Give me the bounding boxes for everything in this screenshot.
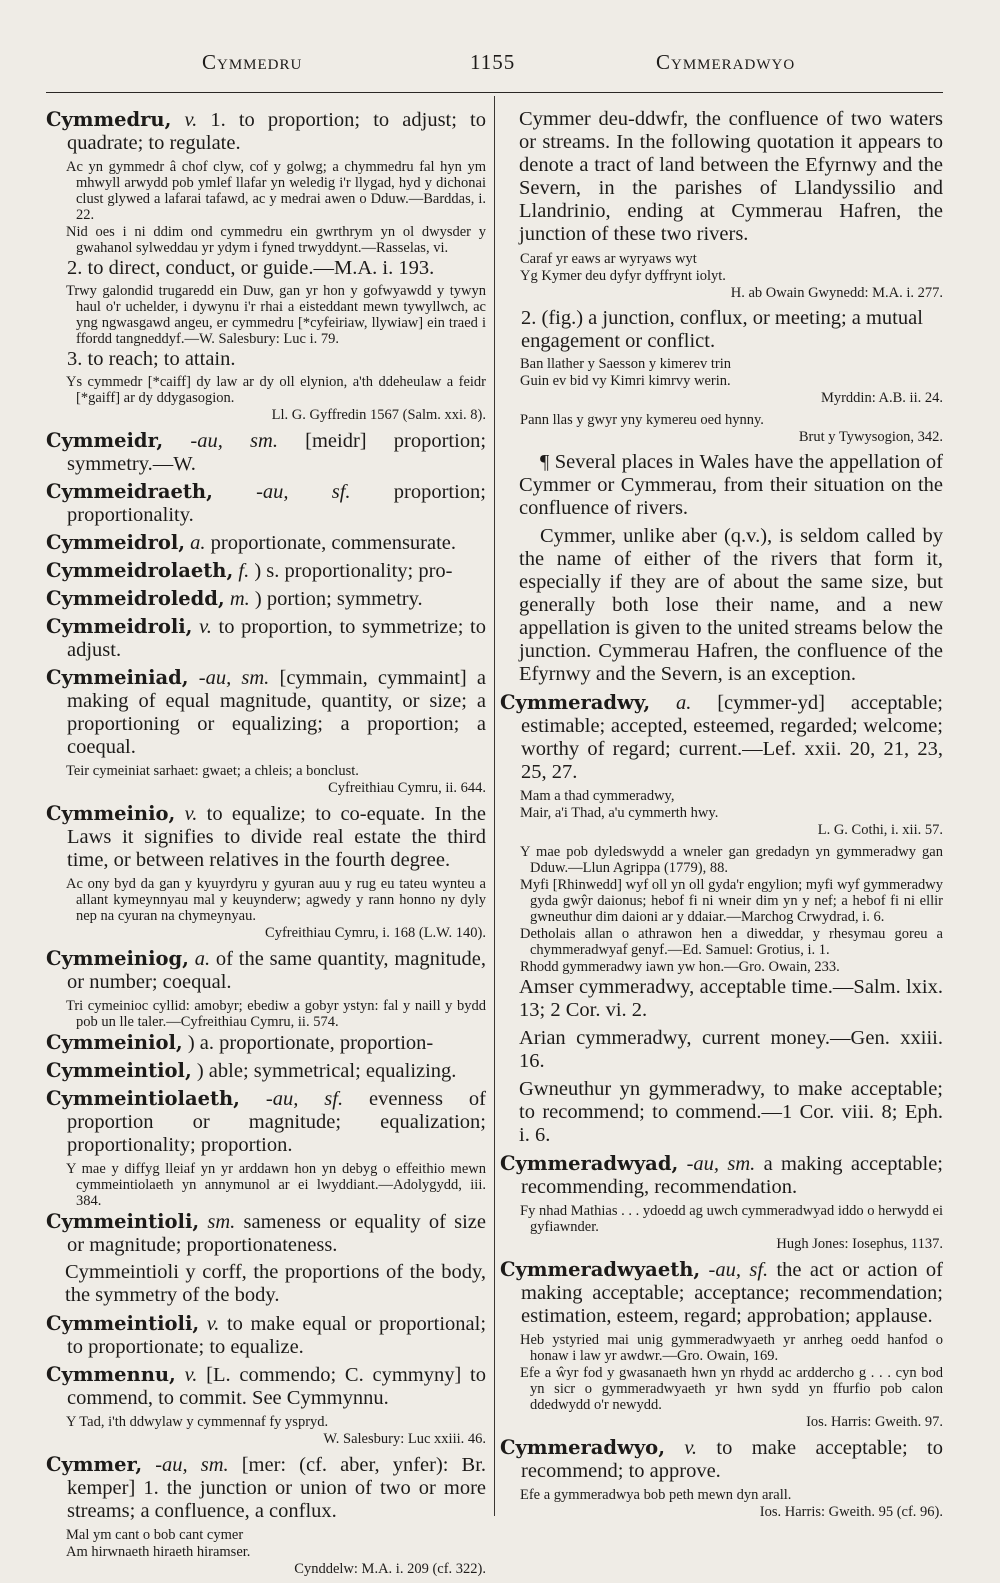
dictionary-entry	[500, 1152, 943, 1199]
phrase-definition: Amser cymmeradwy, acceptable time.—Salm. lxix. 13; 2 Cor. vi. 2.	[519, 976, 943, 1021]
quotation: Rhodd gymmeradwy iawn yw hon.—Gro. Owain, 233.	[520, 959, 840, 975]
citation-source: Ios. Harris: Gweith. 95 (cf. 96).	[759, 1504, 943, 1520]
definition: [mer: (cf. aber, ynfer): Br. kemper] 1. the junction or union of two or more streams; a confluence, a conflux.	[67, 1454, 487, 1522]
headword: Cymmeradwyad,	[500, 1152, 679, 1175]
headword: Cymmeidroledd,	[46, 587, 225, 610]
quotation: Detholais allan o athrawon hen a diweddar, y rhesymau goreu a chymmeradwyaf genyf.—Ed. Samuel: Grotius, i. 1.	[520, 926, 943, 958]
headword: Cymmeintioli,	[46, 1312, 200, 1335]
quotation: Y mae y diffyg lleiaf yn yr arddawn hon yn debyg o effeithio mewn cymmeintiolaeth yn annymunol ar ei lwyddiant.—Adolygydd, iii. 384.	[66, 1161, 486, 1209]
headword: Cymmeinio,	[46, 802, 176, 825]
quotation: Mair, a'i Thad, a'u cymmerth hwy.	[520, 805, 719, 821]
citation-source: H. ab Owain Gwynedd: M.A. i. 277.	[730, 285, 943, 301]
quotation: Fy nhad Mathias . . . ydoedd ag uwch cymmeradwyad iddo o herwydd ei gyfiawnder.	[520, 1203, 943, 1235]
headword: Cymmeintiolaeth,	[46, 1087, 240, 1110]
definition: to proportion, to symmetrize; to adjust.	[67, 616, 486, 661]
dictionary-entry	[500, 1258, 943, 1328]
definition: ) portion; symmetry.	[249, 588, 423, 610]
citation-source: Brut y Tywysogion, 342.	[798, 429, 943, 445]
dictionary-entry	[46, 531, 486, 555]
definition: [meidr] proportion; symmetry.—W.	[67, 430, 487, 475]
sense-definition: 3. to reach; to attain.	[67, 348, 236, 370]
citation-source: Hugh Jones: Iosephus, 1137.	[776, 1236, 943, 1252]
dictionary-entry	[46, 1059, 486, 1083]
column-divider	[494, 96, 495, 1516]
dictionary-entry	[46, 1453, 486, 1523]
citation-source: Ios. Harris: Gweith. 97.	[806, 1414, 943, 1430]
headword: Cymmeidr,	[46, 429, 164, 452]
definition: ) a. proportionate, proportion-	[182, 1032, 434, 1054]
definition: a making acceptable; recommending, recommendation.	[521, 1153, 944, 1198]
headword: Cymmeintiol,	[46, 1059, 192, 1082]
dictionary-entry	[46, 615, 486, 662]
part-of-speech: v.	[206, 1313, 220, 1335]
part-of-speech: -au, sf.	[256, 481, 351, 503]
quotation: Myfi [Rhinwedd] wyf oll yn oll gyda'r engylion; myfi wyf gymmeradwy gyda gwŷr daionus; hebof fi ni wneir dim yn y nef; a hebof fi ni ellir gwneuthur dim daioni ar y ddaiar.—Marchog Crwydrad, i. 6.	[520, 877, 943, 925]
part-of-speech: v.	[184, 803, 198, 825]
quotation: Teir cymeiniat sarhaet: gwaet; a chleis; a bonclust.	[66, 763, 359, 779]
headword: Cymmeintioli,	[46, 1210, 200, 1233]
dictionary-entry	[46, 587, 486, 611]
part-of-speech: -au, sm.	[686, 1153, 756, 1175]
phrase-definition: Gwneuthur yn gymmeradwy, to make acceptable; to recommend; to commend.—1 Cor. viii. 8; Eph. i. 6.	[519, 1078, 943, 1146]
definition: evenness of proportion or magnitude; equalization; proportionality; proportion.	[67, 1088, 487, 1156]
note-paragraph: ¶ Several places in Wales have the appellation of Cymmer or Cymmerau, from their situation on the confluence of rivers.	[519, 451, 943, 519]
headword: Cymmeidraeth,	[46, 480, 213, 503]
definition: [L. commendo; C. cymmyny] to commend, to commit. See Cymmynnu.	[67, 1364, 487, 1409]
part-of-speech: -au, sm.	[190, 430, 278, 452]
dictionary-entry	[46, 802, 486, 872]
headword: Cymmeiniad,	[46, 666, 189, 689]
quotation: Mam a thad cymmeradwy,	[520, 788, 675, 804]
part-of-speech: -au, sm.	[198, 667, 270, 689]
citation-source: Cyfreithiau Cymru, ii. 644.	[328, 780, 486, 796]
phrase-definition: Cymmer deu-ddwfr, the confluence of two waters or streams. In the following quotation it appears to denote a tract of land between the Efyrnwy and the Severn, in the parishes of Llandyssilio and Llandrinio, ending at Cymmerau Hafren, the junction of these two rivers.	[519, 108, 943, 245]
definition: 1. to proportion; to adjust; to quadrate; to regulate.	[67, 109, 486, 154]
quotation: Pann llas y gwyr yny kymereu oed hynny.	[520, 412, 764, 428]
dictionary-entry	[46, 108, 486, 155]
dictionary-entry	[46, 666, 486, 759]
header-rule	[46, 92, 943, 93]
header-left-guide-word: Cymmedru	[202, 50, 303, 74]
phrase-definition: Cymmeintioli y corff, the proportions of the body, the symmetry of the body.	[65, 1261, 486, 1306]
definition: to make acceptable; to recommend; to approve.	[521, 1437, 944, 1482]
quotation: Tri cymeinioc cyllid: amobyr; ebediw a gobyr ystyn: fal y naill y bydd pob un lle taler.—Cyfreithiau Cymru, ii. 574.	[66, 998, 486, 1030]
dictionary-entry	[46, 559, 486, 583]
quotation: Ys cymmedr [*caiff] dy law ar dy oll elynion, a'th ddeheulaw a feidr [*gaiff] ar dy ddygasogion.	[66, 374, 486, 406]
definition: [cymmer-yd] acceptable; estimable; accepted, esteemed, regarded; welcome; worthy of regard; current.—Lef. xxii. 20, 21, 23, 25, 27.	[521, 692, 944, 783]
quotation: Caraf yr eaws ar wyryaws wyt	[520, 251, 697, 267]
dictionary-entry	[46, 1031, 486, 1055]
citation-source: Cyfreithiau Cymru, i. 168 (L.W. 140).	[265, 925, 486, 941]
quotation: Guin ev bid vy Kimri kimrvy werin.	[520, 373, 731, 389]
definition: proportion; proportionality.	[67, 481, 487, 526]
quotation: Mal ym cant o bob cant cymer	[66, 1527, 244, 1543]
quotation: Ac yn gymmedr â chof clyw, cof y golwg; a chymmedru fal hyn ym mhwyll arwydd pob ymlef llafar yn weledig i'r llygad, hyd y dichonai clust glywed a lafarai tafawd, ac y medrai awen o Dduw.—Barddas, i. 22.	[66, 159, 486, 223]
headword: Cymmeradwy,	[500, 691, 651, 714]
definition: ) able; symmetrical; equalizing.	[191, 1060, 457, 1082]
dictionary-entry	[46, 1210, 486, 1257]
citation-source: L. G. Cothi, i. xii. 57.	[817, 822, 943, 838]
citation-source: Cynddelw: M.A. i. 209 (cf. 322).	[294, 1561, 486, 1577]
headword: Cymmeidrol,	[46, 531, 186, 554]
part-of-speech: v.	[199, 616, 212, 638]
quotation: Y mae pob dyledswydd a wneler gan gredadyn yn gymmeradwy gan Dduw.—Llun Agrippa (1779), 88.	[520, 844, 943, 876]
dictionary-entry	[46, 480, 486, 527]
headword: Cymmedru,	[46, 108, 172, 131]
right-column	[500, 108, 943, 1526]
dictionary-entry	[46, 1363, 486, 1410]
quotation: Y Tad, i'th ddwylaw y cymmennaf fy yspryd.	[66, 1414, 329, 1430]
note-paragraph: Cymmer, unlike aber (q.v.), is seldom called by the name of either of the rivers that form it, especially if they are of about the same size, but generally both lose their name, and a new appellation is given to the united streams below the junction. Cymmerau Hafren, the confluence of the Efyrnwy and the Severn, is an exception.	[519, 525, 943, 685]
part-of-speech: m.	[229, 588, 250, 610]
definition: [cymmain, cymmaint] a making of equal magnitude, quantity, or size; a proportioning or equalizing; a proportion; a coequal.	[67, 667, 486, 758]
quotation: Efe a gymmeradwya bob peth mewn dyn arall.	[520, 1487, 792, 1503]
dictionary-entry	[46, 1312, 486, 1359]
headword: Cymmeradwyaeth,	[500, 1258, 701, 1281]
part-of-speech: -au, sf.	[265, 1088, 344, 1110]
quotation: Heb ystyried mai unig gymmeradwyaeth yr anrheg oedd hanfod o honaw i law yr awdwr.—Gro. Owain, 169.	[520, 1332, 943, 1364]
headword: Cymmennu,	[46, 1363, 176, 1386]
part-of-speech: f.	[238, 560, 250, 582]
quotation: Ac ony byd da gan y kyuyrdyru y gyuran auu y rug eu tateu wynteu a allant kymeynnyau mal y keuynderw; agwedy y rann honno ny dyly nep na cyuran na chymeynyau.	[66, 876, 486, 924]
dictionary-entry	[500, 691, 943, 784]
definition: of the same quantity, magnitude, or number; coequal.	[67, 948, 486, 993]
part-of-speech: a.	[675, 692, 692, 714]
header-right-guide-word: Cymmeradwyo	[656, 50, 796, 74]
quotation: Yg Kymer deu dyfyr dyffrynt iolyt.	[520, 268, 726, 284]
part-of-speech: v.	[684, 1437, 698, 1459]
phrase-definition: Arian cymmeradwy, current money.—Gen. xxiii. 16.	[519, 1027, 943, 1072]
quotation: Am hirwnaeth hiraeth hiramser.	[66, 1544, 251, 1560]
dictionary-entry	[46, 1087, 486, 1157]
quotation: Nid oes i ni ddim ond cymmedru ein gwrthrym yn ol dwysder y gwahanol sylweddau yr ydym i fyned trwyddynt.—Rasselas, vi.	[66, 224, 486, 256]
left-column	[46, 108, 486, 1583]
headword: Cymmeradwyo,	[500, 1436, 665, 1459]
definition: to equalize; to co-equate. In the Laws it signifies to divide real estate the third time, or between relatives in the fourth degree.	[67, 803, 486, 871]
part-of-speech: -au, sf.	[708, 1259, 769, 1281]
citation-source: Ll. G. Gyffredin 1567 (Salm. xxi. 8).	[271, 407, 486, 423]
running-header	[0, 50, 1000, 82]
citation-source: Myrddin: A.B. ii. 24.	[820, 390, 943, 406]
headword: Cymmeidrolaeth,	[46, 559, 234, 582]
part-of-speech: a.	[190, 532, 206, 554]
part-of-speech: -au, sm.	[155, 1454, 229, 1476]
headword: Cymmeiniog,	[46, 947, 189, 970]
sense-definition: 2. (fig.) a junction, conflux, or meeting; a mutual engagement or conflict.	[521, 307, 923, 352]
headword: Cymmer,	[46, 1453, 143, 1476]
dictionary-entry	[46, 947, 486, 994]
part-of-speech: v.	[184, 1364, 198, 1386]
sense-definition: 2. to direct, conduct, or guide.—M.A. i. 193.	[67, 257, 435, 279]
quotation: Efe a ŵyr fod y gwasanaeth hwn yn rhydd ac arddercho g . . . cyn bod yn sicr o gymmeradwyaeth yr hwn sydd yn ffurfio pob calon ddedwydd o'r newydd.	[520, 1365, 943, 1413]
page-number: 1155	[470, 50, 516, 74]
definition: to make equal or proportional; to proportionate; to equalize.	[67, 1313, 487, 1358]
definition: proportionate, commensurate.	[205, 532, 457, 554]
definition: the act or action of making acceptable; acceptance; recommendation; estimation, esteem, regard; approbation; applause.	[521, 1259, 944, 1327]
dictionary-entry	[500, 1436, 943, 1483]
part-of-speech: a.	[194, 948, 211, 970]
definition: ) s. proportionality; pro-	[249, 560, 453, 582]
part-of-speech: sm.	[207, 1211, 236, 1233]
headword: Cymmeiniol,	[46, 1031, 183, 1054]
quotation: Ban llather y Saesson y kimerev trin	[520, 356, 732, 372]
dictionary-entry	[46, 429, 486, 476]
part-of-speech: v.	[184, 109, 198, 131]
citation-source: W. Salesbury: Luc xxiii. 46.	[323, 1431, 486, 1447]
definition: sameness or equality of size or magnitude; proportionateness.	[67, 1211, 487, 1256]
headword: Cymmeidroli,	[46, 615, 193, 638]
quotation: Trwy galondid trugaredd ein Duw, gan yr hon y gofwyawdd y tywyn haul o'r uchelder, i dywynu i'r rhai a eisteddant mewn tywyllwch, ac yng ngwasgawd angeu, er cymmedru [*cyfeiriaw, llywiaw] ein traed i ffordd tangneddyf.—W. Salesbury: Luc i. 79.	[66, 283, 486, 347]
